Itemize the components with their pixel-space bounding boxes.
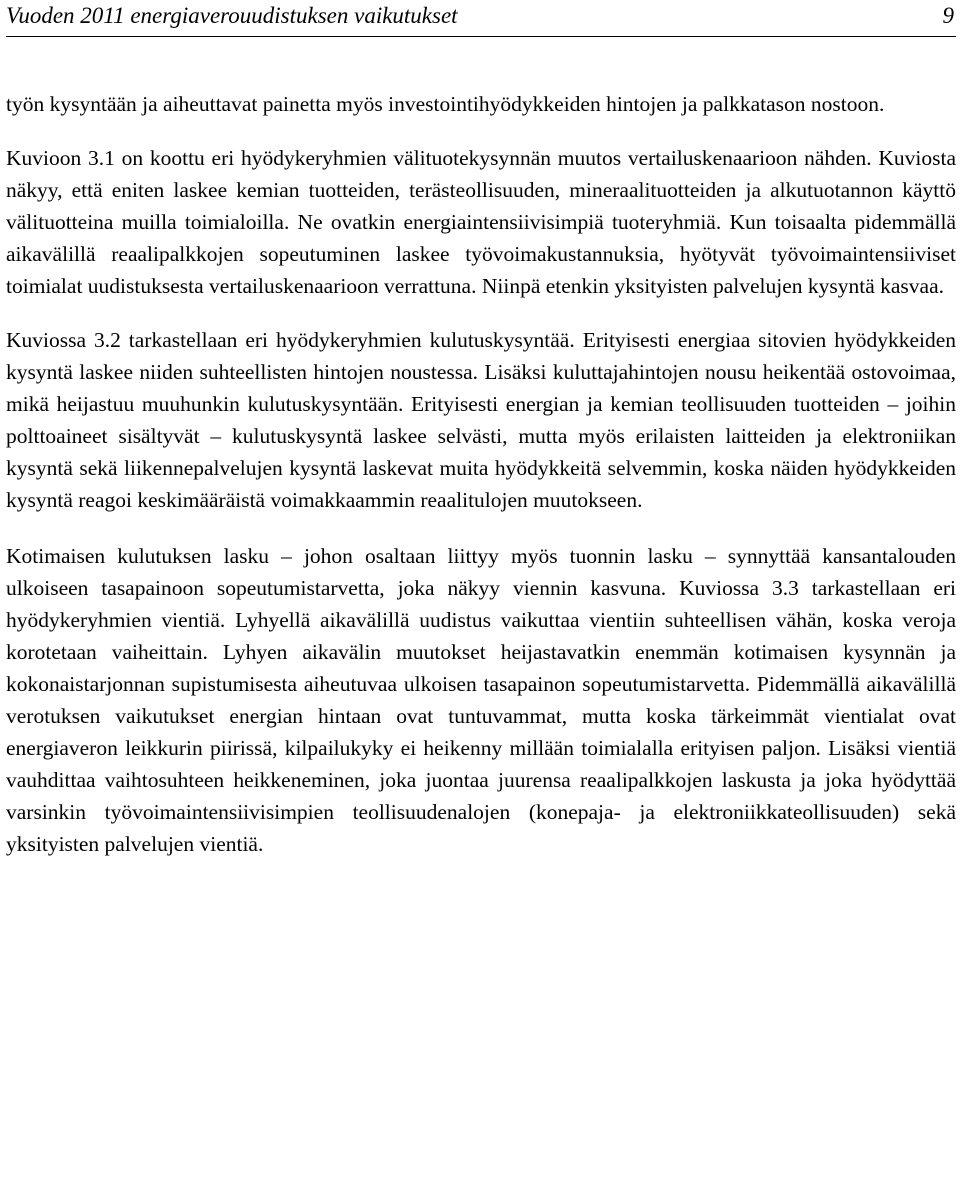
- sentence: Lyhyellä aikavälillä uudistus vaikuttaa vientiin suhteellisen vähän, koska veroja korotetaan vaiheittain.: [6, 608, 957, 664]
- paragraph-2: [6, 142, 956, 302]
- sentence: Erityisesti energiaa sitovien hyödykkeiden kysyntä laskee niiden suhteellisten hintojen noustessa.: [6, 328, 957, 384]
- sentence: Kun toisaalta pidemmällä aikavälillä reaalipalkkojen sopeutuminen laskee työvoimakustannuksia, hyötyvät työvoimaintensiiviset toimialat uudistuksesta vertailuskenaarioon verrattuna.: [6, 210, 957, 298]
- header-title: Vuoden 2011 energiaverouudistuksen vaikutukset: [6, 3, 458, 28]
- sentence: Lisäksi vientiä vauhdittaa vaihtosuhteen heikkeneminen, joka juontaa juurensa reaalipalkkojen laskusta ja joka hyödyttää varsinkin työvoimaintensiivisimpien teollisuudenalojen (konepaja- ja elektroniikkateollisuuden) sekä yksityisten palvelujen vientiä.: [6, 736, 956, 856]
- sentence: Kuviosta näkyy, että eniten laskee kemian tuotteiden, terästeollisuuden, mineraalituotteiden ja alkutuotannon käyttö välituotteina muilla toimialoilla.: [6, 146, 956, 234]
- sentence: Ne ovatkin energiaintensiivisimpiä tuoteryhmiä.: [297, 210, 722, 234]
- paragraph-4: [6, 540, 956, 860]
- sentence: Niinpä etenkin yksityisten palvelujen kysyntä kasvaa.: [481, 274, 945, 298]
- body-text: [6, 88, 956, 882]
- sentence: Kuvioon 3.1 on koottu eri hyödykeryhmien välituotekysynnän muutos vertailuskenaarioon nähden.: [6, 146, 872, 170]
- sentence: Kuviossa 3.3 tarkastellaan eri hyödykeryhmien vientiä.: [6, 576, 956, 632]
- paragraph-3: [6, 324, 956, 516]
- paragraph-1: [6, 88, 956, 120]
- page-number: 9: [942, 3, 954, 28]
- running-header: [6, 0, 956, 37]
- sentence: Kuviossa 3.2 tarkastellaan eri hyödykeryhmien kulutuskysyntää.: [6, 328, 575, 352]
- sentence: Lyhyen aikavälin muutokset heijastavatkin enemmän kotimaisen kysynnän ja kokonaistarjonnan supistumisesta aiheutuvaa ulkoisen tasapainon sopeutumistarvetta.: [6, 640, 957, 696]
- sentence: Pidemmällä aikavälillä verotuksen vaikutukset energian hintaan ovat tuntuvammat, mutta koska tärkeimmät vientialat ovat energiaveron leikkurin piirissä, kilpailukyky ei heikenny millään toimialalla erityisen paljon.: [6, 672, 956, 760]
- sentence: Kotimaisen kulutuksen lasku – johon osaltaan liittyy myös tuonnin lasku – synnyttää kansantalouden ulkoiseen tasapainoon sopeutumistarvetta, joka näkyy viennin kasvuna.: [6, 544, 956, 600]
- sentence: Erityisesti energian ja kemian teollisuuden tuotteiden – joihin polttoaineet sisältyvät – kulutuskysyntä laskee selvästi, mutta myös erilaisten laitteiden ja elektroniikan kysyntä sekä liikennepalvelujen kysyntä laskevat muita hyödykkeitä selvemmin, koska näiden hyödykkeiden kysyntä reagoi keskimääräistä voimakkaammin reaalitulojen muutokseen.: [6, 392, 956, 512]
- document-page: [6, 0, 956, 1194]
- sentence: työn kysyntään ja aiheuttavat painetta myös investointihyödykkeiden hintojen ja palkkatason nostoon.: [6, 92, 885, 116]
- sentence: Lisäksi kuluttajahintojen nousu heikentää ostovoimaa, mikä heijastuu muuhunkin kulutuskysyntään.: [6, 360, 956, 416]
